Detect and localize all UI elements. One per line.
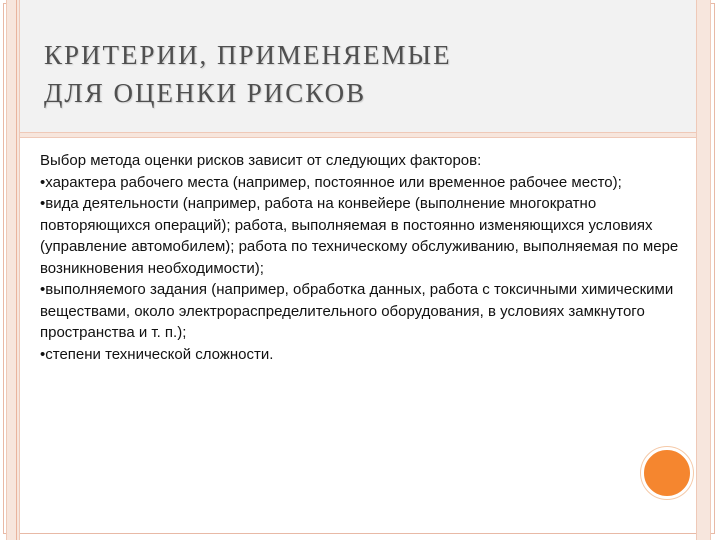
slide-title bbox=[44, 36, 664, 112]
bullet-item-workplace: •характера рабочего места (например, постоянное или временное рабочее место); bbox=[40, 173, 622, 191]
slide-title-line-2: ДЛЯ ОЦЕНКИ РИСКОВ bbox=[44, 78, 367, 108]
slide-body bbox=[40, 150, 690, 365]
intro-text: Выбор метода оценки рисков зависит от следующих факторов: bbox=[40, 152, 482, 169]
title-divider bbox=[20, 132, 696, 138]
decorative-orange-circle bbox=[641, 447, 693, 499]
slide-title-line-1: КРИТЕРИИ, ПРИМЕНЯЕМЫЕ bbox=[44, 40, 452, 70]
right-decorative-bar bbox=[696, 0, 711, 540]
bullet-item-complexity: •степени технической сложности. bbox=[40, 345, 274, 363]
bullet-item-activity: •вида деятельности (например, работа на конвейере (выполнение многократно повторяющихся операций); работа, выполняемая в постоянно изменяющихся условиях (управление автомобилем); работа по техническому обслуживанию, выполняемая по мере возникновения необходимости); bbox=[40, 195, 679, 277]
left-bar-line bbox=[16, 0, 17, 540]
left-decorative-bar bbox=[6, 0, 20, 540]
bullet-item-task: •выполняемого задания (например, обработка данных, работа с токсичными химическими веществами, около электрораспределительного оборудования, в условиях замкнутого пространства и т. п.); bbox=[40, 281, 674, 341]
